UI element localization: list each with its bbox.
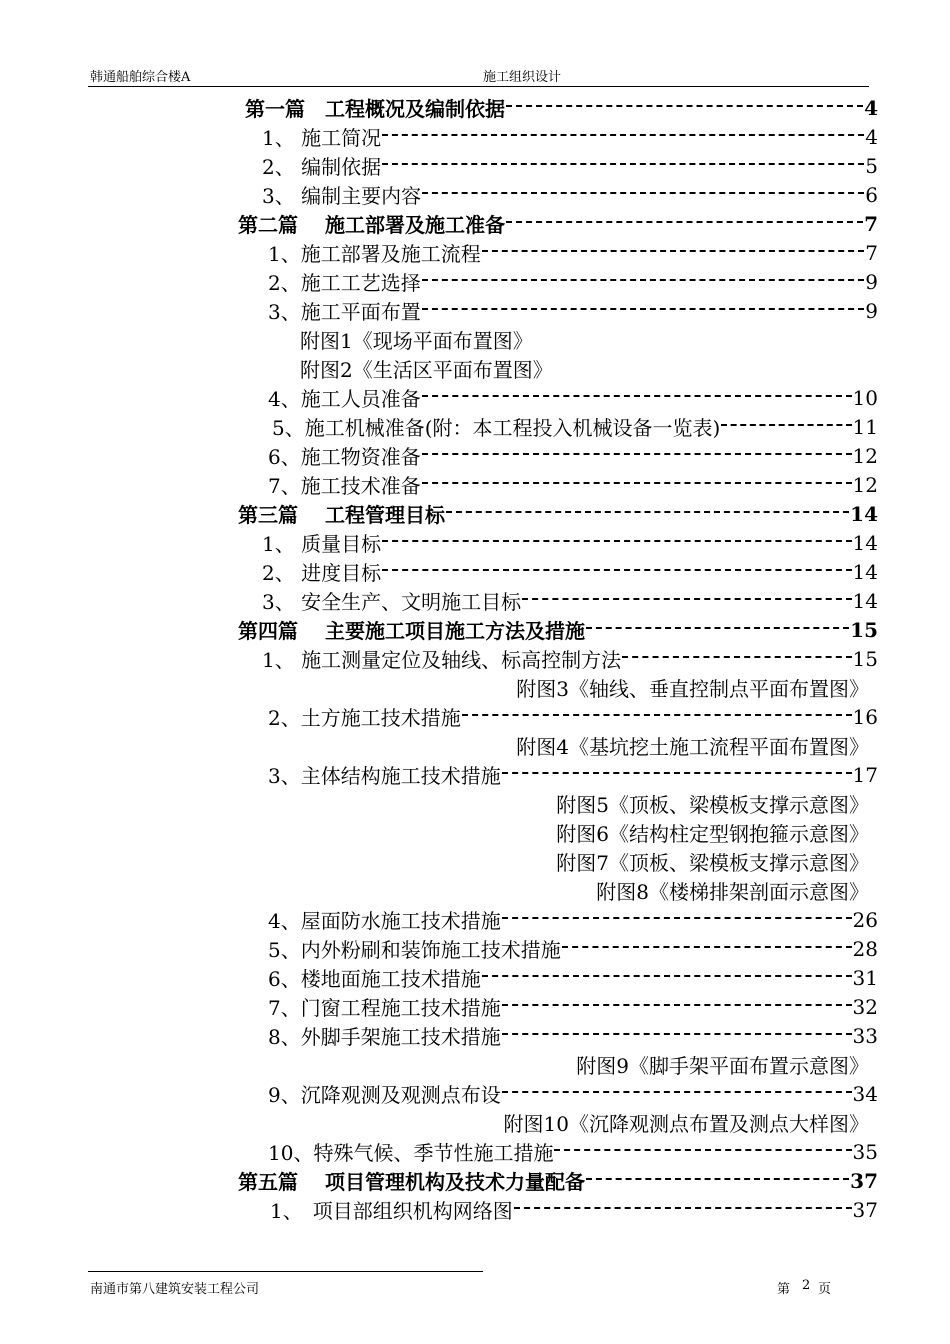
dot-leader — [506, 105, 863, 107]
dot-leader — [482, 250, 865, 252]
footer-page-suffix: 页 — [818, 1282, 832, 1297]
toc-section-title: 第一篇 工程概况及编制依据 — [245, 97, 505, 121]
toc-item-page-number: 10 — [852, 385, 878, 410]
dot-leader — [422, 395, 852, 397]
toc-item-row — [268, 441, 878, 470]
toc-figure-row — [300, 325, 533, 354]
toc-item-row — [270, 1195, 878, 1224]
dot-leader — [502, 917, 852, 919]
toc-item-row — [268, 905, 878, 934]
dot-leader — [586, 627, 849, 629]
toc-item-row — [268, 992, 878, 1021]
toc-section-row — [245, 93, 878, 122]
toc-section-row — [238, 499, 878, 528]
dot-leader — [422, 482, 852, 484]
dot-leader — [502, 1033, 852, 1035]
toc-item-page-number: 14 — [852, 588, 878, 613]
toc-item-title: 1、 施工简况 — [262, 126, 382, 150]
toc-item-page-number: 12 — [852, 472, 878, 497]
toc-section-page-number: 15 — [850, 617, 878, 642]
toc-item-page-number: 9 — [865, 269, 878, 294]
toc-item-title: 5、内外粉刷和装饰施工技术措施 — [268, 938, 561, 962]
dot-leader — [506, 221, 863, 223]
dot-leader — [446, 511, 849, 513]
toc-item-title: 3、施工平面布置 — [268, 300, 421, 324]
toc-item-page-number: 6 — [865, 182, 878, 207]
toc-figure-row — [300, 354, 553, 383]
toc-item-title: 10、特殊气候、季节性施工措施 — [268, 1141, 554, 1165]
toc-item-page-number: 7 — [865, 240, 878, 265]
toc-item-page-number: 35 — [852, 1139, 878, 1164]
toc-item-row — [262, 557, 878, 586]
toc-item-page-number: 33 — [852, 1023, 878, 1048]
toc-item-page-number: 11 — [852, 414, 878, 439]
toc-item-page-number: 32 — [852, 994, 878, 1019]
toc-figure-title: 附图8《楼梯排架剖面示意图》 — [596, 880, 869, 904]
toc-item-title: 2、 编制依据 — [262, 155, 382, 179]
dot-leader — [586, 1178, 849, 1180]
toc-item-page-number: 37 — [852, 1197, 878, 1222]
toc-figure-title: 附图9《脚手架平面布置示意图》 — [576, 1054, 869, 1078]
dot-leader — [422, 308, 865, 310]
toc-item-title: 8、外脚手架施工技术措施 — [268, 1025, 501, 1049]
toc-item-row — [272, 412, 878, 441]
toc-section-row — [238, 615, 878, 644]
dot-leader — [502, 772, 852, 774]
dot-leader — [721, 424, 851, 426]
toc-figure-row — [200, 847, 869, 876]
dot-leader — [522, 598, 851, 600]
dot-leader — [514, 1207, 852, 1209]
header-project-title: 韩通船舶综合楼A — [90, 70, 191, 85]
toc-item-page-number: 17 — [852, 762, 878, 787]
toc-section-page-number: 7 — [864, 211, 878, 236]
toc-figure-title: 附图3《轴线、垂直控制点平面布置图》 — [516, 677, 869, 701]
toc-section-row — [238, 1166, 878, 1195]
toc-item-row — [268, 383, 878, 412]
toc-item-page-number: 28 — [852, 936, 878, 961]
dot-leader — [562, 946, 852, 948]
dot-leader — [622, 656, 851, 658]
toc-item-row — [262, 151, 878, 180]
toc-figure-title: 附图1《现场平面布置图》 — [300, 329, 533, 353]
toc-section-title: 第四篇 主要施工项目施工方法及措施 — [238, 619, 585, 643]
toc-figure-row — [200, 1108, 869, 1137]
toc-item-title: 7、施工技术准备 — [268, 474, 421, 498]
toc-item-title: 3、 编制主要内容 — [262, 184, 422, 208]
toc-figure-row — [200, 818, 869, 847]
toc-figure-row — [200, 1050, 869, 1079]
toc-item-row — [268, 963, 878, 992]
toc-item-row — [262, 180, 878, 209]
toc-item-title: 4、施工人员准备 — [268, 387, 421, 411]
dot-leader — [502, 1004, 852, 1006]
toc-section-title: 第五篇 项目管理机构及技术力量配备 — [238, 1170, 585, 1194]
dot-leader — [422, 192, 864, 194]
toc-item-row — [268, 1137, 878, 1166]
toc-item-row — [268, 1079, 878, 1108]
dot-leader — [482, 975, 852, 977]
toc-item-title: 6、楼地面施工技术措施 — [268, 967, 481, 991]
dot-leader — [382, 540, 851, 542]
footer-page-number: 2 — [802, 1278, 811, 1293]
toc-section-page-number: 37 — [850, 1168, 878, 1193]
toc-item-page-number: 16 — [852, 704, 878, 729]
toc-section-page-number: 4 — [864, 95, 878, 120]
toc-figure-title: 附图6《结构柱定型钢抱箍示意图》 — [556, 822, 869, 846]
dot-leader — [462, 714, 852, 716]
toc-item-row — [268, 760, 878, 789]
toc-item-row — [262, 122, 878, 151]
toc-item-page-number: 5 — [865, 153, 878, 178]
footer-divider — [88, 1271, 483, 1272]
toc-item-page-number: 9 — [865, 298, 878, 323]
toc-item-title: 9、沉降观测及观测点布设 — [268, 1083, 501, 1107]
toc-figure-title: 附图5《顶板、梁模板支撑示意图》 — [556, 793, 869, 817]
header-document-title: 施工组织设计 — [483, 70, 562, 85]
toc-item-row — [268, 267, 878, 296]
dot-leader — [554, 1149, 851, 1151]
toc-item-title: 1、 施工测量定位及轴线、标高控制方法 — [262, 648, 622, 672]
dot-leader — [422, 453, 852, 455]
footer-company: 南通市第八建筑安装工程公司 — [90, 1282, 260, 1297]
toc-figure-row — [200, 789, 869, 818]
toc-figure-row — [200, 673, 869, 702]
header-divider — [88, 86, 869, 87]
toc-item-row — [268, 1021, 878, 1050]
dot-leader — [422, 279, 865, 281]
toc-item-title: 2、 进度目标 — [262, 561, 382, 585]
dot-leader — [382, 134, 864, 136]
dot-leader — [382, 569, 851, 571]
toc-item-row — [262, 528, 878, 557]
toc-item-row — [262, 644, 878, 673]
toc-section-page-number: 14 — [850, 501, 878, 526]
toc-item-page-number: 14 — [852, 530, 878, 555]
toc-figure-title: 附图4《基坑挖土施工流程平面布置图》 — [516, 735, 869, 759]
toc-item-title: 2、施工工艺选择 — [268, 271, 421, 295]
toc-item-title: 7、门窗工程施工技术措施 — [268, 996, 501, 1020]
toc-section-title: 第三篇 工程管理目标 — [238, 503, 445, 527]
toc-figure-title: 附图7《顶板、梁模板支撑示意图》 — [556, 851, 869, 875]
toc-section-title: 第二篇 施工部署及施工准备 — [238, 213, 505, 237]
toc-figure-title: 附图10《沉降观测点布置及测点大样图》 — [503, 1112, 869, 1136]
toc-item-page-number: 15 — [852, 646, 878, 671]
toc-item-page-number: 31 — [852, 965, 878, 990]
toc-item-title: 2、土方施工技术措施 — [268, 706, 461, 730]
toc-item-title: 6、施工物资准备 — [268, 445, 421, 469]
toc-item-row — [268, 702, 878, 731]
toc-item-title: 1、 项目部组织机构网络图 — [270, 1199, 513, 1223]
toc-item-title: 1、 质量目标 — [262, 532, 382, 556]
toc-item-title: 3、主体结构施工技术措施 — [268, 764, 501, 788]
toc-figure-title: 附图2《生活区平面布置图》 — [300, 358, 553, 382]
toc-item-page-number: 4 — [865, 124, 878, 149]
toc-item-page-number: 34 — [852, 1081, 878, 1106]
toc-item-title: 4、屋面防水施工技术措施 — [268, 909, 501, 933]
toc-item-page-number: 12 — [852, 443, 878, 468]
toc-figure-row — [200, 731, 869, 760]
toc-item-row — [268, 470, 878, 499]
toc-figure-row — [200, 876, 869, 905]
toc-item-row — [268, 934, 878, 963]
toc-item-title: 1、施工部署及施工流程 — [268, 242, 481, 266]
toc-item-title: 5、施工机械准备(附：本工程投入机械设备一览表) — [272, 416, 721, 440]
dot-leader — [502, 1091, 852, 1093]
toc-item-row — [268, 296, 878, 325]
dot-leader — [382, 163, 864, 165]
footer-page-prefix: 第 — [777, 1282, 791, 1297]
toc-item-page-number: 14 — [852, 559, 878, 584]
toc-item-row — [268, 238, 878, 267]
toc-item-row — [262, 586, 878, 615]
toc-item-page-number: 26 — [852, 907, 878, 932]
toc-item-title: 3、 安全生产、文明施工目标 — [262, 590, 522, 614]
toc-section-row — [238, 209, 878, 238]
